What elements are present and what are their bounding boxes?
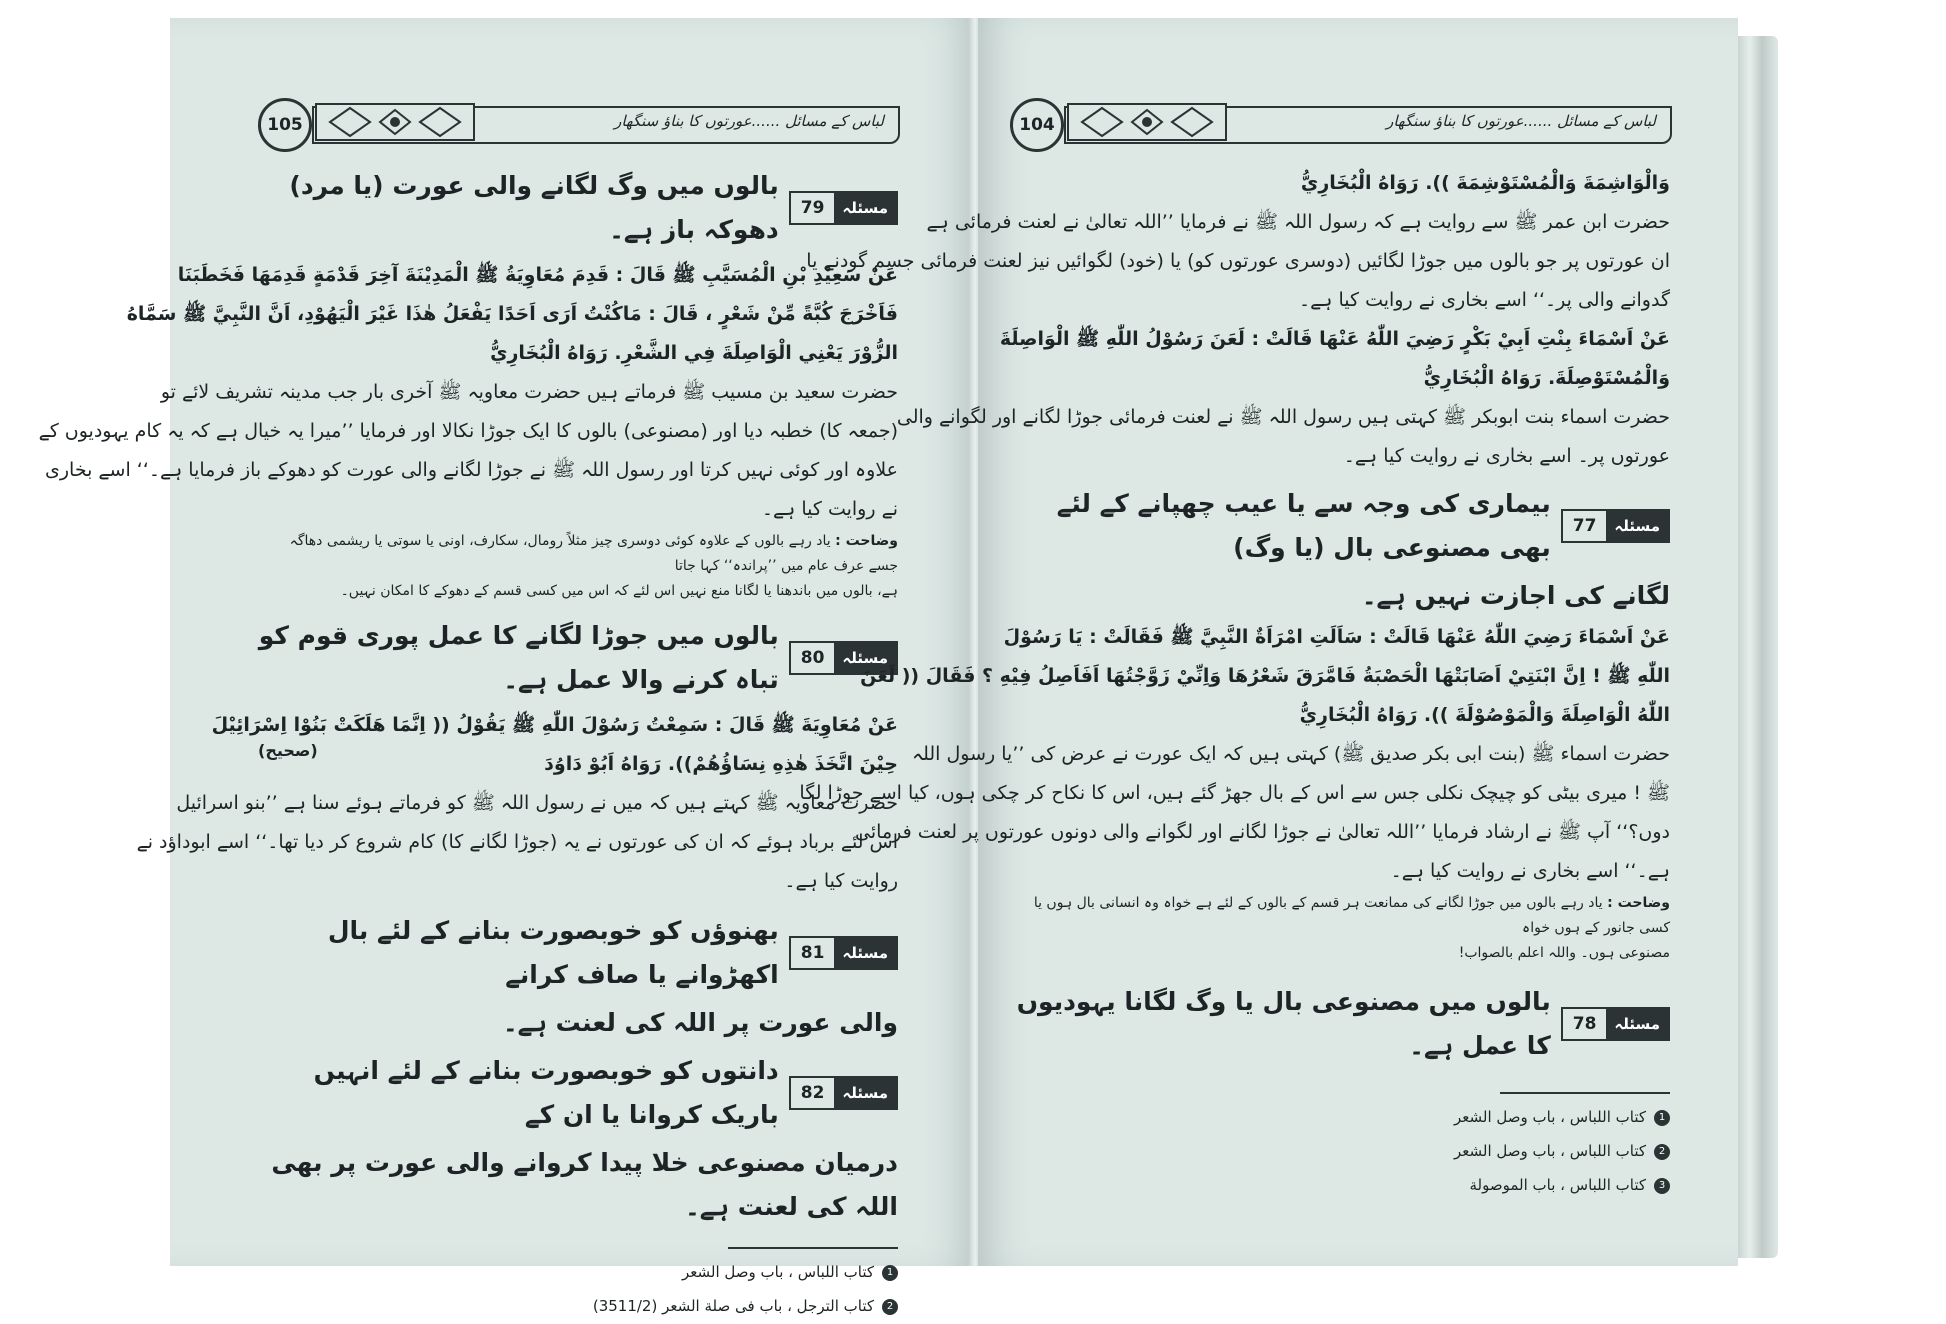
urdu-translation: حضرت اسماء ﷺ (بنت ابی بکر صدیق ﷺ) کہتی ہیں کہ ایک عورت نے عرض کی ’’یا رسول اللہ	[911, 743, 1670, 765]
urdu-translation: حضرت اسماء بنت ابوبکر ﷺ کہتی ہیں رسول اللہ ﷺ نے لعنت فرمائی جوڑا لگانے اور لگوانے والی	[896, 406, 1670, 428]
urdu-translation: حضرت سعید بن مسیب ﷺ فرماتے ہیں حضرت معاویہ ﷺ آخری بار جب مدینہ تشریف لائے تو	[160, 381, 898, 403]
masala-title: بالوں میں مصنوعی بال یا وگ لگانا یہودیوں کا عمل ہے۔	[1016, 987, 1551, 1060]
arabic-text: الزُّوْرَ يَعْنِي الْوَاصِلَةَ فِي الشَّعْرِ. رَوَاهُ الْبُخَارِيُّ	[490, 342, 898, 364]
masala-badge: مسئلہ 79	[789, 191, 898, 225]
arabic-text: عَنْ سَعِيْدِ بْنِ الْمُسَيَّبِ ﷺ قَالَ : قَدِمَ مُعَاوِيَةُ ﷺ الْمَدِيْنَةَ آخِرَ قَدْمَةٍ قَدِمَهَا فَخَطَبَنَا	[177, 264, 898, 286]
masala-title-continued: درمیان مصنوعی خلا پیدا کروانے والی عورت پر بھی اللہ کی لعنت ہے۔	[271, 1148, 898, 1221]
masala-title: بیماری کی وجہ سے یا عیب چھپانے کے لئے بھی مصنوعی بال (یا وگ)	[1056, 489, 1551, 562]
arabic-text: وَالْوَاشِمَةَ وَالْمُسْتَوْشِمَةَ )). رَوَاهُ الْبُخَارِيُّ	[1300, 172, 1670, 194]
right-running-header	[1010, 94, 1670, 150]
running-header-title: لباس کے مسائل ......عورتوں کا بناؤ سنگھار	[614, 112, 884, 130]
left-running-header	[258, 94, 898, 150]
masala-title: بالوں میں وگ لگانے والی عورت (یا مرد) دھوکہ باز ہے۔	[289, 171, 779, 244]
sahih-grade: (صحیح)	[258, 741, 318, 760]
masala-80	[258, 614, 898, 702]
wazahat-note: وضاحت : یاد رہے بالوں میں جوڑا لگانے کی ممانعت ہر قسم کے بالوں کے لئے ہے خواہ وہ انسانی بال ہوں یا کسی جانور کے ہوں خواہ	[1033, 895, 1670, 936]
page-edges	[1738, 36, 1778, 1258]
urdu-translation: علاوہ اور کوئی نہیں کرتا اور رسول اللہ ﷺ نے جوڑا لگانے والی عورت کو دھوکے باز فرمایا ہے۔‘‘ اسے بخاری	[44, 459, 898, 481]
masala-82	[258, 1049, 898, 1137]
urdu-translation: ﷺ ! میری بیٹی کو چیچک نکلی جس سے اس کے بال جھڑ گئے ہیں، اس کا نکاح کر چکی ہوں، کیا اسے جوڑا لگا	[799, 782, 1670, 804]
arabic-text: عَنْ مُعَاوِيَةَ ﷺ قَالَ : سَمِعْتُ رَسُوْلَ اللّٰهِ ﷺ يَقُوْلُ (( اِنَّمَا هَلَكَتْ بَنُوْا اِسْرَائِيْلَ	[211, 714, 898, 736]
wazahat-note: وضاحت : یاد رہے بالوں کے علاوہ کوئی دوسری چیز مثلاً رومال، سکارف، اونی یا سوتی یا ریشمی دھاگہ جسے عرف عام میں ’’پراندہ‘‘ کہا جاتا	[289, 533, 898, 574]
footnote: 3كتاب اللباس ، باب الموصولة	[1010, 1168, 1670, 1202]
wazahat-note: مصنوعی ہوں۔ واللہ اعلم بالصواب!	[1458, 945, 1670, 961]
masala-badge: مسئلہ 81	[789, 936, 898, 970]
masala-title-continued: والی عورت پر اللہ کی لعنت ہے۔	[503, 1008, 898, 1037]
footnote: 1كتاب اللباس ، باب وصل الشعر	[258, 1255, 898, 1289]
masala-badge: مسئلہ 77	[1561, 509, 1670, 543]
masala-badge: مسئلہ 78	[1561, 1007, 1670, 1041]
open-book	[38, 18, 1778, 1315]
urdu-translation: ان عورتوں پر جو بالوں میں جوڑا لگائیں (دوسری عورتوں کو) یا (خود) لگوائیں نیز لعنت فرمائی جسم گودنے یا	[806, 250, 1670, 272]
header-ornament-icon	[310, 94, 480, 150]
masala-badge: مسئلہ 82	[789, 1076, 898, 1110]
masala-title-continued: لگانے کی اجازت نہیں ہے۔	[1361, 581, 1670, 610]
arabic-text: اللّٰهِ ﷺ ! اِنَّ ابْنَتِيْ اَصَابَتْهَا الْحَصْبَةُ فَامَّرَقَ شَعْرُهَا وَاِنِّيْ زَوَّجْتُهَا اَفَاَصِلُ فِيْهِ ؟ فَقَالَ (( لَعَنَ	[860, 665, 1670, 687]
masala-title: دانتوں کو خوبصورت بنانے کے لئے انہیں باریک کروانا یا ان کے	[313, 1056, 779, 1129]
urdu-translation: حضرت معاویہ ﷺ کہتے ہیں کہ میں نے رسول اللہ ﷺ کو فرماتے ہوئے سنا ہے ’’بنو اسرائیل	[176, 792, 898, 814]
left-page	[38, 18, 974, 1315]
masala-title: بالوں میں جوڑا لگانے کا عمل پوری قوم کو تباہ کرنے والا عمل ہے۔	[258, 621, 779, 694]
footnote-rule	[1500, 1092, 1670, 1094]
arabic-text: حِيْنَ اتَّخَذَ هٰذِهِ نِسَاؤُهُمْ)). رَوَاهُ اَبُوْ دَاوُدَ (صحیح)	[258, 745, 898, 784]
urdu-translation: دوں؟‘‘ آپ ﷺ نے ارشاد فرمایا ’’اللہ تعالیٰ نے جوڑا لگانے اور لگوانے والی دونوں عورتوں پر لعنت فرمائی	[855, 821, 1670, 843]
page-number: 105	[258, 98, 312, 152]
masala-title: بھنوؤں کو خوبصورت بنانے کے لئے بال اکھڑوانے یا صاف کرانے	[327, 916, 779, 989]
arabic-text: عَنْ اَسْمَاءَ بِنْتِ اَبِيْ بَكْرٍ رَضِيَ اللّٰهُ عَنْهَا قَالَتْ : لَعَنَ رَسُوْلُ اللّٰهِ ﷺ الْوَاصِلَةَ	[999, 328, 1670, 350]
arabic-text: اللّٰهُ الْوَاصِلَةَ وَالْمَوْصُوْلَةَ )). رَوَاهُ الْبُخَارِيُّ	[1299, 704, 1670, 726]
left-page-content	[38, 94, 898, 1323]
footnote: 2كتاب اللباس ، باب وصل الشعر	[1010, 1134, 1670, 1168]
masala-77	[1010, 482, 1670, 570]
urdu-translation: نے روایت کیا ہے۔	[761, 498, 898, 520]
footnote: 1كتاب اللباس ، باب وصل الشعر	[1010, 1100, 1670, 1134]
masala-badge: مسئلہ 80	[789, 641, 898, 675]
arabic-text: وَالْمُسْتَوْصِلَةَ. رَوَاهُ الْبُخَارِيُّ	[1423, 367, 1670, 389]
footnote-rule	[728, 1247, 898, 1249]
urdu-translation: اس لئے برباد ہوئے کہ ان کی عورتوں نے یہ (جوڑا لگانے کا) کام شروع کر دیا تھا۔‘‘ اسے ابوداؤد نے	[136, 831, 898, 853]
page-number: 104	[1010, 98, 1064, 152]
urdu-translation: (جمعہ کا) خطبہ دیا اور (مصنوعی) بالوں کا ایک جوڑا نکالا اور فرمایا ’’میرا یہ خیال ہے کہ یہ کام یہودیوں کے	[38, 420, 898, 442]
wazahat-note: ہے، بالوں میں باندھنا یا لگانا منع نہیں اس لئے کہ اس میں کسی قسم کے دھوکے کا امکان نہیں۔	[340, 583, 898, 599]
urdu-translation: حضرت ابن عمر ﷺ سے روایت ہے کہ رسول اللہ ﷺ نے فرمایا ’’اللہ تعالیٰ نے لعنت فرمائی ہے	[926, 211, 1670, 233]
masala-78	[1010, 980, 1670, 1068]
masala-79	[258, 164, 898, 252]
urdu-translation: گدوانے والی پر۔‘‘ اسے بخاری نے روایت کیا ہے۔	[1299, 289, 1670, 311]
urdu-translation: عورتوں پر۔ اسے بخاری نے روایت کیا ہے۔	[1343, 445, 1670, 467]
arabic-text: عَنْ اَسْمَاءَ رَضِيَ اللّٰهُ عَنْهَا قَالَتْ : سَاَلَتِ امْرَاَةٌ النَّبِيَّ ﷺ فَقَالَتْ : يَا رَسُوْلَ	[1003, 626, 1670, 648]
arabic-text: فَاَخْرَجَ كُبَّةً مِّنْ شَعْرٍ ، قَالَ : مَاكُنْتُ اَرَى اَحَدًا يَفْعَلُ هٰذَا غَيْرَ الْيَهُوْدِ، اَنَّ النَّبِيَّ ﷺ سَمَّاهُ	[126, 303, 898, 325]
masala-81	[258, 909, 898, 997]
running-header-title: لباس کے مسائل ......عورتوں کا بناؤ سنگھار	[1386, 112, 1656, 130]
header-ornament-icon	[1062, 94, 1232, 150]
urdu-translation: ہے۔‘‘ اسے بخاری نے روایت کیا ہے۔	[1390, 860, 1670, 882]
urdu-translation: روایت کیا ہے۔	[784, 870, 898, 892]
footnote: 2كتاب الترجل ، باب فى صلة الشعر (3511/2)	[258, 1289, 898, 1323]
